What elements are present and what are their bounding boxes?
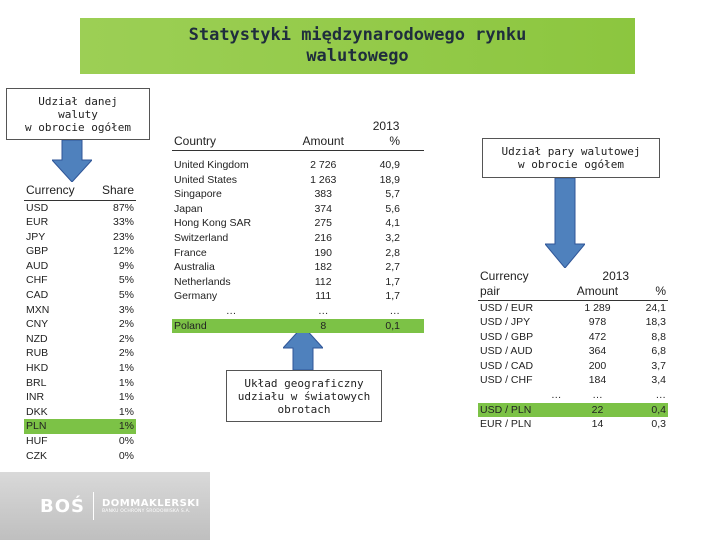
table-row [24,449,136,464]
pair-name: USD / AUD [480,345,533,358]
year-header: 2013 [372,118,400,133]
pair-percent: 0,3 [651,418,666,431]
table-row [172,304,424,319]
table-row [172,187,424,202]
table-row [24,346,136,361]
country-percent: 18,9 [379,173,400,186]
currency-share-table [24,182,136,463]
table-row [24,273,136,288]
currency-code: PLN [24,419,91,434]
footer-logo [0,472,210,540]
currency-code: CAD [26,289,49,302]
currency-share: 0% [118,435,134,447]
table-row [24,434,136,449]
country-percent: 5,6 [385,202,400,215]
table-row [24,332,136,347]
col-country: Country [174,134,217,149]
country-name: France [174,246,207,259]
pair-amount: 364 [588,345,607,358]
currency-code: HKD [26,362,49,375]
col-percent: % [655,284,666,299]
country-percent: … [389,304,400,317]
pair-name: USD / PLN [478,403,564,418]
page-title: Statystyki międzynarodowego rynku walutowego [188,25,527,66]
currency-code: GBP [26,245,49,258]
country-percent: 40,9 [379,159,400,171]
country-amount: 112 [314,275,332,288]
currency-code: BRL [26,376,47,389]
pair-share-label: Udział pary walutowej w obrocie ogółem [482,138,660,178]
country-amount: 275 [314,217,332,230]
table-row [478,359,668,374]
pair-name: USD / CAD [480,359,534,372]
country-amount: 2 726 [310,159,337,171]
country-percent: 1,7 [385,290,400,303]
table-row [24,215,136,230]
geography-label: Układ geograficzny udziału w światowych obrotach [226,370,382,422]
table-row [24,259,136,274]
table-row [172,246,424,261]
country-name: Hong Kong SAR [174,217,252,230]
currency-share: 1% [118,391,134,404]
brand-title: DOMMAKLERSKI [102,498,200,509]
currency-share: 5% [118,289,134,302]
table-row [478,330,668,345]
col-share: Share [101,183,134,198]
currency-code: HUF [26,435,48,447]
table-row [478,373,668,388]
currency-share: 1% [118,405,134,418]
table-row [172,173,424,188]
currency-share: 3% [118,303,134,316]
currency-code: AUD [26,259,49,272]
table-row [24,230,136,245]
pair-amount: … [592,389,603,402]
table-row [478,417,668,432]
country-percent: 3,2 [385,231,400,244]
year-header: 2013 [602,268,630,283]
currency-code: EUR [26,216,49,229]
table-row [172,216,424,231]
pair-amount: 472 [588,330,607,343]
table-row [478,315,668,330]
country-percent: 5,7 [385,188,400,201]
currency-code: CZK [26,449,47,462]
down-arrow-icon [545,178,585,268]
currency-share-label: Udział danej waluty w obrocie ogółem [6,88,150,140]
country-percent: 1,7 [385,275,400,288]
pair-name: EUR / PLN [480,418,532,431]
currency-share: 1% [118,362,134,375]
country-amount: 111 [315,290,332,303]
currency-code: MXN [26,303,50,316]
currency-code: NZD [26,332,48,345]
pair-percent: 18,3 [645,316,666,329]
country-name: … [225,304,237,317]
country-name: Poland [172,319,290,334]
pair-amount: 200 [588,359,607,372]
col-percent: % [389,134,400,149]
country-amount: 216 [314,231,332,244]
currency-code: INR [26,391,45,404]
pair-name: USD / GBP [480,330,534,343]
currency-share: 12% [112,245,134,258]
country-amount: 8 [290,319,356,334]
country-name: United States [174,173,238,186]
country-name: Germany [174,290,218,303]
table-row [478,403,668,418]
table-row [24,390,136,405]
logo-divider [93,492,94,520]
table-row [172,260,424,275]
pair-percent: … [655,389,666,402]
currency-share: 23% [112,230,134,243]
table-row [24,244,136,259]
brand-name [102,498,200,514]
country-name: Australia [174,261,215,274]
country-amount: 374 [314,202,332,215]
table-row [24,405,136,420]
currency-share: 1% [118,376,134,389]
currency-share: 0% [118,449,134,462]
country-percent: 4,1 [385,217,400,230]
pair-amount: 1 289 [584,301,611,314]
title-banner [80,18,635,74]
pair-percent: 6,8 [651,345,666,358]
currency-code: CHF [26,274,48,287]
country-amount: 182 [314,261,332,274]
currency-code: RUB [26,347,49,360]
table-row [172,231,424,246]
currency-code: CNY [26,318,49,331]
pair-amount: 22 [564,403,632,418]
col-pair: Currency [480,268,529,283]
country-name: Japan [174,202,203,215]
table-row [24,317,136,332]
col-pair: pair [480,284,501,299]
currency-share: 33% [112,216,134,229]
currency-share: 2% [118,318,134,331]
pair-amount: 978 [588,316,607,329]
country-name: Singapore [174,188,222,201]
brand-tagline: BANKU OCHRONY ŚRODOWISKA S.A. [102,509,191,514]
pair-percent: 3,7 [651,359,666,372]
country-amount: 383 [314,188,332,201]
table-row [478,344,668,359]
table-row [172,202,424,217]
pair-amount: 184 [588,374,607,387]
currency-share: 2% [118,347,134,360]
table-row [24,419,136,434]
country-table [172,118,424,333]
pair-name: USD / EUR [480,301,534,314]
pair-name: USD / JPY [480,316,531,329]
table-row [478,388,668,403]
table-row [24,303,136,318]
pair-percent: 24,1 [645,301,666,314]
country-percent: 2,7 [385,261,400,274]
currency-code: DKK [26,405,48,418]
country-percent: 0,1 [356,319,424,334]
pair-amount: 14 [591,418,604,431]
table-row [478,300,668,315]
col-amount: Amount [302,134,344,149]
col-amount: Amount [576,284,619,299]
pair-table [478,268,668,432]
currency-share: 5% [118,274,134,287]
currency-code: JPY [26,230,46,243]
currency-share: 87% [112,201,134,214]
country-amount: 1 263 [310,173,337,186]
currency-share: 2% [118,332,134,345]
table-row [172,319,424,334]
table-row [24,361,136,376]
table-row [24,200,136,215]
table-row [24,376,136,391]
bos-logo: BOŚ [40,495,85,517]
col-currency: Currency [26,183,75,198]
country-amount: … [317,304,329,317]
currency-code: USD [26,201,49,214]
pair-percent: 8,8 [651,330,666,343]
table-row [172,275,424,290]
country-name: Netherlands [174,275,231,288]
country-percent: 2,8 [385,246,400,259]
currency-share: 9% [118,259,134,272]
currency-share: 1% [91,419,137,434]
pair-percent: 3,4 [651,374,666,387]
pair-name: … [551,389,562,402]
country-amount: 190 [314,246,332,259]
pair-name: USD / CHF [480,374,533,387]
table-row [172,158,424,173]
country-name: United Kingdom [174,159,249,171]
table-row [24,288,136,303]
down-arrow-icon [52,140,92,182]
pair-percent: 0,4 [631,403,668,418]
table-row [172,289,424,304]
col-country [172,118,290,134]
country-name: Switzerland [174,231,229,244]
